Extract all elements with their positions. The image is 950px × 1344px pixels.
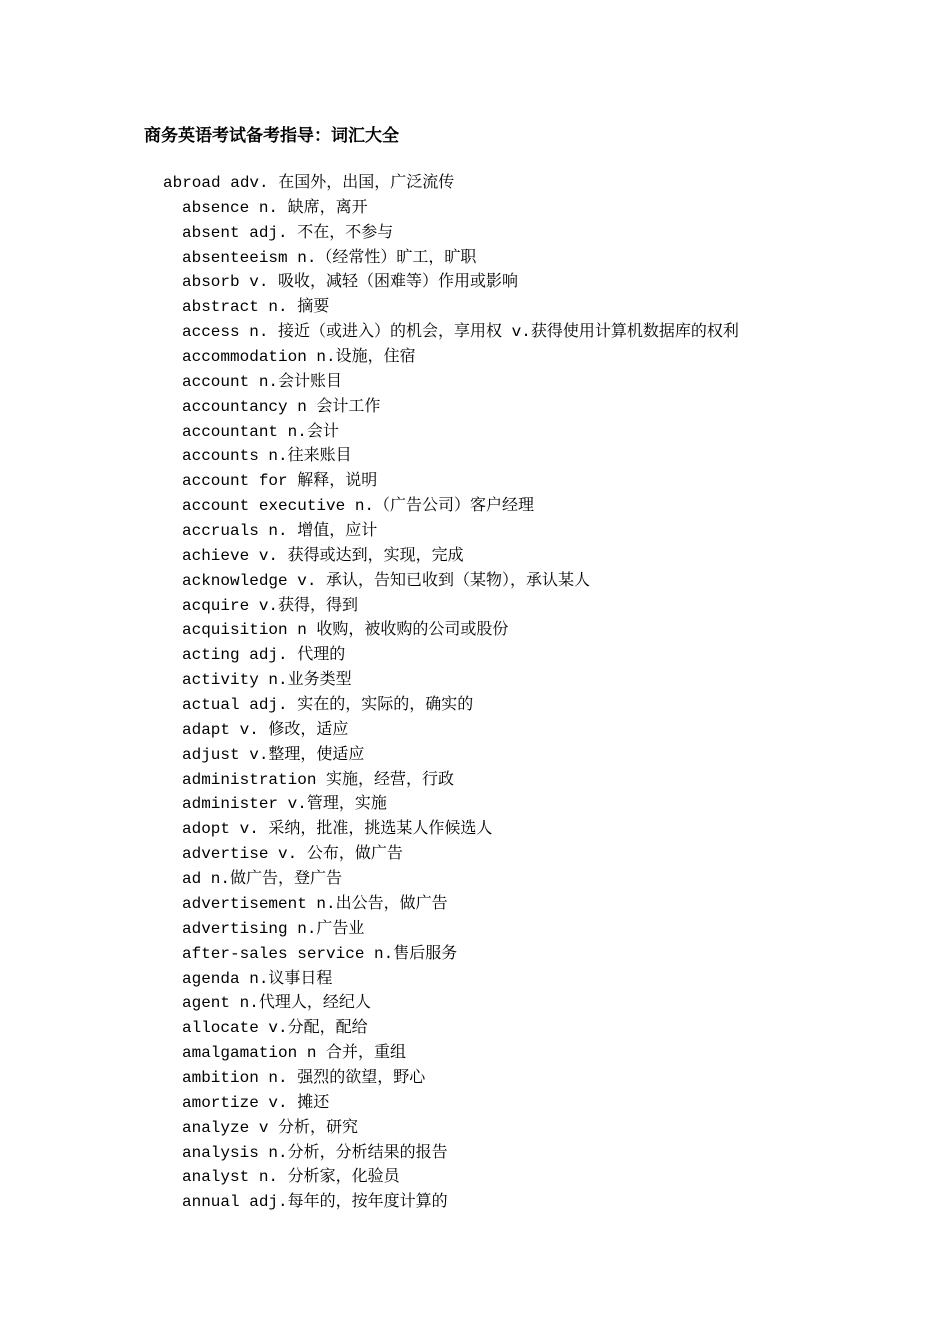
- vocabulary-entry: allocate v.分配，配给: [182, 1019, 368, 1038]
- vocabulary-entry: absence n. 缺席，离开: [182, 198, 368, 217]
- vocabulary-entry: abroad adv. 在国外，出国，广泛流传: [163, 174, 455, 192]
- vocabulary-entry: administer v.管理，实施: [182, 795, 387, 814]
- vocabulary-entry: account n.会计账目: [182, 372, 343, 391]
- vocabulary-entry: absent adj. 不在，不参与: [182, 223, 394, 242]
- vocabulary-entry: administration 实施，经营，行政: [182, 770, 455, 789]
- vocabulary-entry: accounts n.往来账目: [182, 447, 352, 466]
- vocabulary-entry: absenteeism n.（经常性）旷工，旷职: [182, 248, 477, 267]
- vocabulary-entry: account for 解释，说明: [182, 472, 378, 491]
- vocabulary-entry: advertise v. 公布，做广告: [182, 845, 403, 864]
- vocabulary-entry: accruals n. 增值，应计: [182, 522, 378, 541]
- vocabulary-entry: achieve v. 获得或达到，实现，完成: [182, 546, 464, 565]
- vocabulary-entry: ambition n. 强烈的欲望，野心: [182, 1068, 426, 1087]
- vocabulary-entry: advertisement n.出公告，做广告: [182, 894, 448, 913]
- vocabulary-entry: access n. 接近（或进入）的机会，享用权 v.获得使用计算机数据库的权利: [182, 323, 739, 342]
- vocabulary-entry: amalgamation n 合并，重组: [182, 1044, 407, 1063]
- vocabulary-list: [0, 171, 950, 1215]
- vocabulary-entry: accountant n.会计: [182, 422, 339, 441]
- vocabulary-entry: agenda n.议事日程: [182, 969, 333, 988]
- vocabulary-entry: absorb v. 吸收，减轻（困难等）作用或影响: [182, 273, 519, 292]
- vocabulary-entry: analyze v 分析，研究: [182, 1118, 359, 1137]
- vocabulary-entry: amortize v. 摊还: [182, 1093, 330, 1112]
- vocabulary-entry: activity n.业务类型: [182, 671, 352, 690]
- vocabulary-entry: adjust v.整理，使适应: [182, 745, 365, 764]
- vocabulary-entry: acquisition n 收购，被收购的公司或股份: [182, 621, 509, 640]
- vocabulary-entry: analyst n. 分析家，化验员: [182, 1168, 400, 1187]
- vocabulary-entry: accommodation n.设施，住宿: [182, 348, 416, 367]
- vocabulary-entry: abstract n. 摘要: [182, 298, 330, 317]
- vocabulary-entry: acknowledge v. 承认，告知已收到（某物），承认某人: [182, 571, 591, 590]
- vocabulary-entry: annual adj.每年的，按年度计算的: [182, 1193, 448, 1212]
- vocabulary-entry: agent n.代理人，经纪人: [182, 994, 371, 1013]
- vocabulary-entry: adopt v. 采纳，批准，挑选某人作候选人: [182, 820, 493, 839]
- vocabulary-entry: actual adj. 实在的，实际的，确实的: [182, 696, 474, 715]
- vocabulary-entry: acquire v.获得，得到: [182, 596, 359, 615]
- document-title: 商务英语考试备考指导：词汇大全: [144, 126, 399, 146]
- vocabulary-entry: adapt v. 修改，适应: [182, 720, 349, 739]
- vocabulary-entry: after-sales service n.售后服务: [182, 944, 458, 963]
- vocabulary-entry: account executive n.（广告公司）客户经理: [182, 497, 535, 516]
- vocabulary-entry: accountancy n 会计工作: [182, 397, 381, 416]
- vocabulary-entry: advertising n.广告业: [182, 919, 365, 938]
- vocabulary-entry: acting adj. 代理的: [182, 646, 346, 665]
- vocabulary-entry: ad n.做广告，登广告: [182, 870, 343, 889]
- vocabulary-entry: analysis n.分析，分析结果的报告: [182, 1143, 448, 1162]
